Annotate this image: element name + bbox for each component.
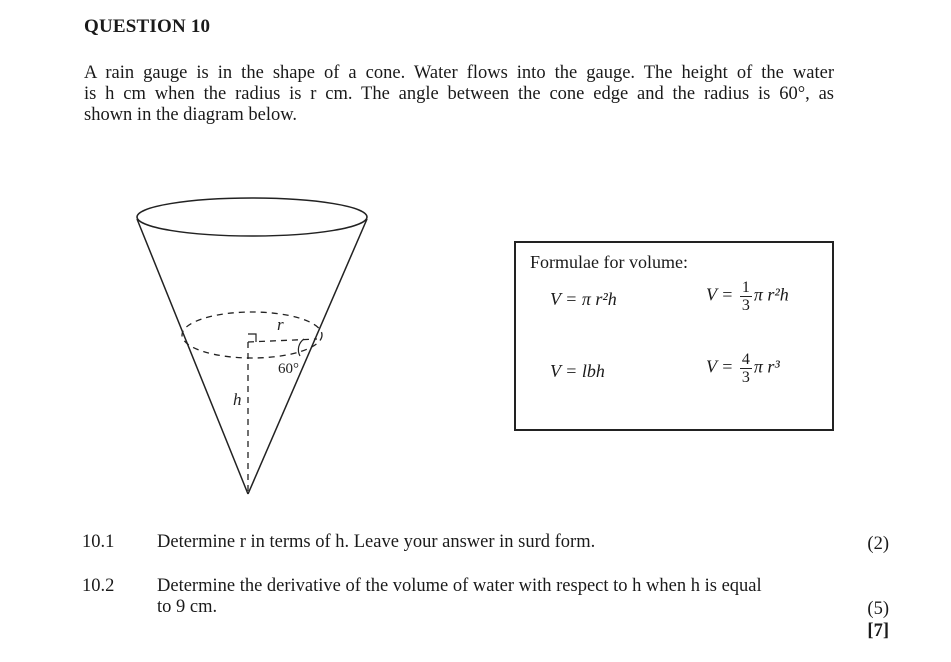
formula-cone bbox=[706, 279, 789, 314]
cone-diagram bbox=[120, 190, 380, 510]
formula-prism: V = lbh bbox=[550, 361, 605, 381]
formula-cone-lhs: V = bbox=[706, 284, 738, 305]
formula-sphere-lhs: V = bbox=[706, 356, 738, 377]
formula-sphere-num: 4 bbox=[741, 351, 750, 368]
intro-line-2: is h cm when the radius is r cm. The angle between the cone edge and the radius is 60°, as bbox=[84, 84, 834, 104]
angle-arc bbox=[298, 339, 304, 356]
cone-rim bbox=[137, 198, 367, 236]
label-r: r bbox=[277, 315, 284, 334]
formula-cone-num: 1 bbox=[741, 279, 750, 296]
right-angle-marker bbox=[248, 334, 256, 342]
formula-box bbox=[514, 241, 834, 431]
subquestion-number-1: 10.1 bbox=[82, 532, 115, 552]
question-intro bbox=[84, 63, 834, 126]
subquestion-text-2-line-2: to 9 cm. bbox=[157, 597, 218, 617]
total-marks: [7] bbox=[867, 621, 889, 641]
subquestion-text-2-line-1: Determine the derivative of the volume of water with respect to h when h is equal bbox=[157, 576, 762, 596]
question-title: QUESTION 10 bbox=[84, 16, 211, 37]
formula-title: Formulae for volume: bbox=[530, 252, 688, 272]
subquestion-number-2: 10.2 bbox=[82, 576, 115, 596]
marks-1: (2) bbox=[867, 534, 889, 554]
radius-line bbox=[248, 339, 317, 342]
formula-cone-rhs: π r²h bbox=[753, 284, 789, 305]
intro-line-3: shown in the diagram below. bbox=[84, 105, 298, 125]
formula-sphere-fraction bbox=[740, 351, 752, 386]
label-angle: 60° bbox=[278, 361, 299, 377]
formula-cone-fraction bbox=[740, 279, 752, 314]
formula-cone-den: 3 bbox=[741, 297, 750, 314]
formula-cylinder: V = π r²h bbox=[550, 289, 617, 309]
cone-left-edge bbox=[137, 219, 248, 494]
label-h: h bbox=[233, 390, 242, 409]
formula-sphere bbox=[706, 351, 780, 386]
intro-line-1: A rain gauge is in the shape of a cone. Water flows into the gauge. The height of the water bbox=[84, 63, 834, 83]
marks-2: (5) bbox=[867, 599, 889, 619]
formula-sphere-rhs: π r³ bbox=[753, 356, 780, 377]
water-surface bbox=[182, 312, 322, 358]
cone-right-edge bbox=[248, 219, 367, 494]
formula-sphere-den: 3 bbox=[741, 369, 750, 386]
subquestion-text-1: Determine r in terms of h. Leave your answer in surd form. bbox=[157, 532, 596, 552]
